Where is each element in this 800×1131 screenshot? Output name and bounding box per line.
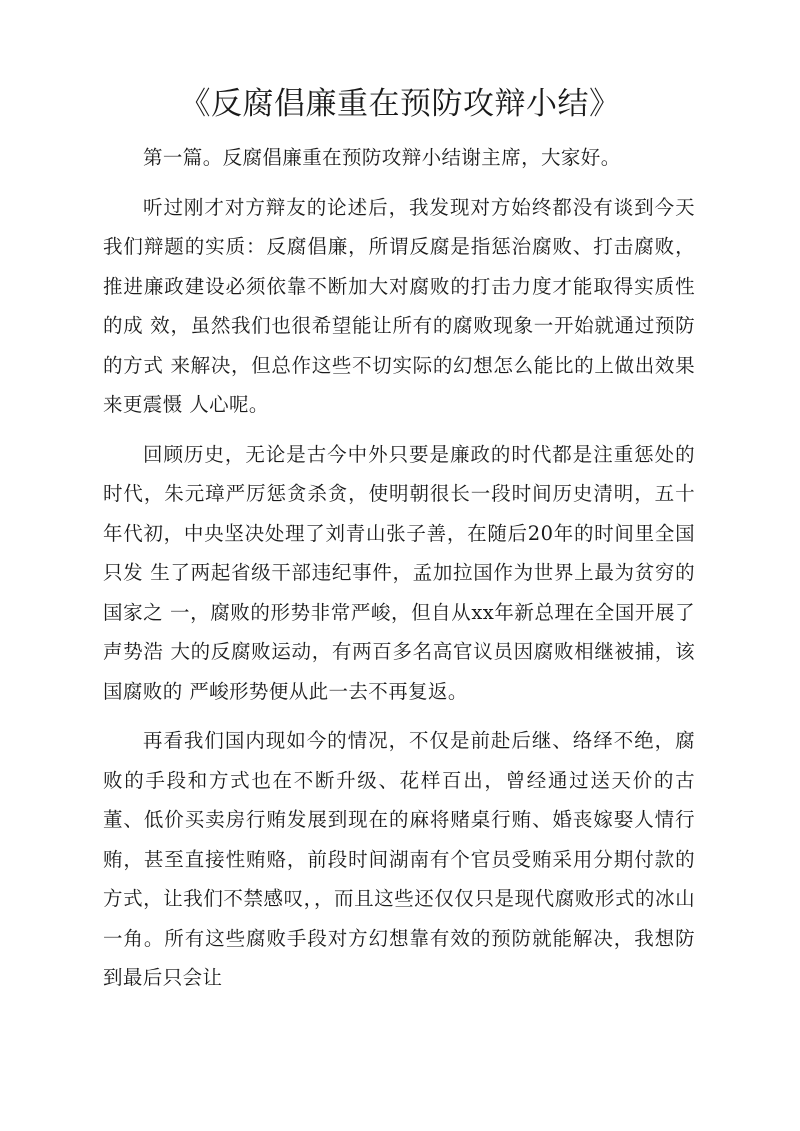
paragraph: 再看我们国内现如今的情况，不仅是前赴后继、络绎不绝，腐败的手段和方式也在不断升级、花样百出，曾经通过送天价的古董、低价买卖房行贿发展到现在的麻将赌桌行贿、婚丧嫁娶人情行贿，甚至直接性贿赂，前段时间湖南有个官员受贿采用分期付款的方式，让我们不禁感叹，，而且这些还仅仅只是现代腐败形式的冰山一角。所有这些腐败手段对方幻想靠有效的预防就能解决，我想防到最后只会让	[103, 729, 695, 989]
paragraph: 回顾历史，无论是古今中外只要是廉政的时代都是注重惩处的时代，朱元璋严厉惩贪杀贪，使明朝很长一段时间历史清明，五十年代初，中央坚决处理了刘青山张子善，在随后20年的时间里全国只发 生了两起省级干部违纪事件，孟加拉国作为世界上最为贫穷的国家之 一，腐败的形势非常严峻，但自从xx年新总理在全国开展了声势浩 大的反腐败运动，有两百多名高官议员因腐败相继被捕，该国腐败的 严峻形势便从此一去不再复返。	[103, 442, 695, 703]
paragraph: 第一篇。反腐倡廉重在预防攻辩小结谢主席，大家好。	[143, 146, 621, 169]
document-title: 《反腐倡廉重在预防攻辩小结》	[179, 86, 621, 122]
paragraph: 听过刚才对方辩友的论述后，我发现对方始终都没有谈到今天我们辩题的实质：反腐倡廉，所谓反腐是指惩治腐败、打击腐败，推进廉政建设必须依靠不断加大对腐败的打击力度才能取得实质性的成 效，虽然我们也很希望能让所有的腐败现象一开始就通过预防的方式 来解决，但总作这些不切实际的幻想怎么能比的上做出效果来更震慑 人心呢。	[103, 195, 695, 416]
document-body	[103, 138, 695, 1008]
